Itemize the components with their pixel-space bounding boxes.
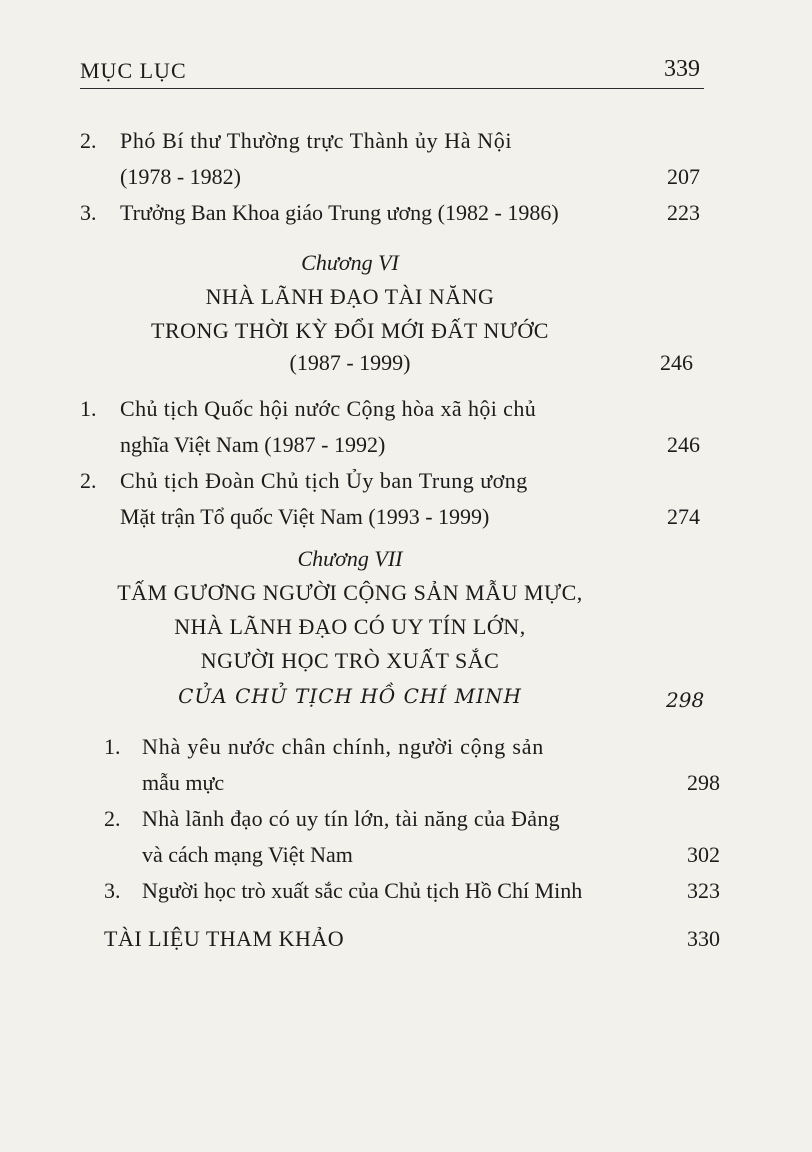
references-label: TÀI LIỆU THAM KHẢO: [104, 926, 345, 951]
entry-number: 3.: [104, 878, 121, 903]
entry-page: 223: [667, 200, 700, 225]
entry-text: Chủ tịch Đoàn Chủ tịch Ủy ban Trung ương: [120, 468, 528, 493]
toc-entry[interactable]: [104, 878, 720, 910]
entry-number: 1.: [80, 396, 97, 421]
entry-text: Nhà lãnh đạo có uy tín lớn, tài năng của Đảng: [142, 806, 560, 831]
entry-page: 246: [667, 432, 700, 457]
entry-text-continued: (1978 - 1982): [120, 164, 241, 189]
entry-page: 207: [667, 164, 700, 189]
entry-text: Phó Bí thư Thường trực Thành ủy Hà Nội: [120, 128, 513, 153]
entry-text: Người học trò xuất sắc của Chủ tịch Hồ Chí Minh: [142, 878, 583, 903]
entry-text: Nhà yêu nước chân chính, người cộng sản: [142, 734, 545, 759]
entry-number: 2.: [80, 468, 97, 493]
chapter-label: Chương VII: [297, 546, 403, 571]
entry-page: 302: [687, 842, 720, 867]
toc-entry[interactable]: [80, 128, 700, 198]
chapter-page: 246: [660, 350, 693, 375]
entry-text-continued: nghĩa Việt Nam (1987 - 1992): [120, 432, 386, 457]
page-header: [80, 56, 704, 89]
entry-text: Trưởng Ban Khoa giáo Trung ương (1982 - 1986): [120, 200, 559, 225]
entry-page: 323: [687, 878, 720, 903]
toc-entry[interactable]: [104, 734, 720, 804]
entry-number: 3.: [80, 200, 97, 225]
page-number: 339: [664, 56, 700, 82]
chapter-title: CỦA CHỦ TỊCH HỒ CHÍ MINH: [178, 684, 522, 708]
entry-page: 330: [687, 926, 720, 951]
chapter-title: NGƯỜI HỌC TRÒ XUẤT SẮC: [200, 648, 500, 673]
entry-text-continued: và cách mạng Việt Nam: [142, 842, 353, 867]
entry-page: 274: [667, 504, 700, 529]
chapter-title: TRONG THỜI KỲ ĐỔI MỚI ĐẤT NƯỚC: [151, 318, 549, 343]
entry-number: 1.: [104, 734, 121, 759]
entry-number: 2.: [104, 806, 121, 831]
chapter-title: TẤM GƯƠNG NGƯỜI CỘNG SẢN MẪU MỰC,: [117, 580, 583, 605]
entry-text-continued: mẫu mực: [142, 770, 225, 795]
chapter-title: NHÀ LÃNH ĐẠO TÀI NĂNG: [205, 284, 495, 309]
chapter-years: (1987 - 1999): [289, 350, 411, 375]
chapter-label: Chương VI: [301, 250, 399, 275]
toc-entry[interactable]: [80, 200, 700, 232]
toc-entry[interactable]: [80, 468, 700, 538]
entry-text-continued: Mặt trận Tổ quốc Việt Nam (1993 - 1999): [120, 504, 490, 529]
toc-entry[interactable]: [80, 396, 700, 466]
entry-text: Chủ tịch Quốc hội nước Cộng hòa xã hội chủ: [120, 396, 537, 421]
chapter-title: NHÀ LÃNH ĐẠO CÓ UY TÍN LỚN,: [174, 614, 526, 639]
chapter-page: 298: [666, 688, 705, 712]
entry-page: 298: [687, 770, 720, 795]
toc-entry[interactable]: [104, 806, 720, 876]
entry-number: 2.: [80, 128, 97, 153]
running-title: MỤC LỤC: [80, 58, 187, 83]
toc-entry-references[interactable]: [104, 926, 720, 958]
